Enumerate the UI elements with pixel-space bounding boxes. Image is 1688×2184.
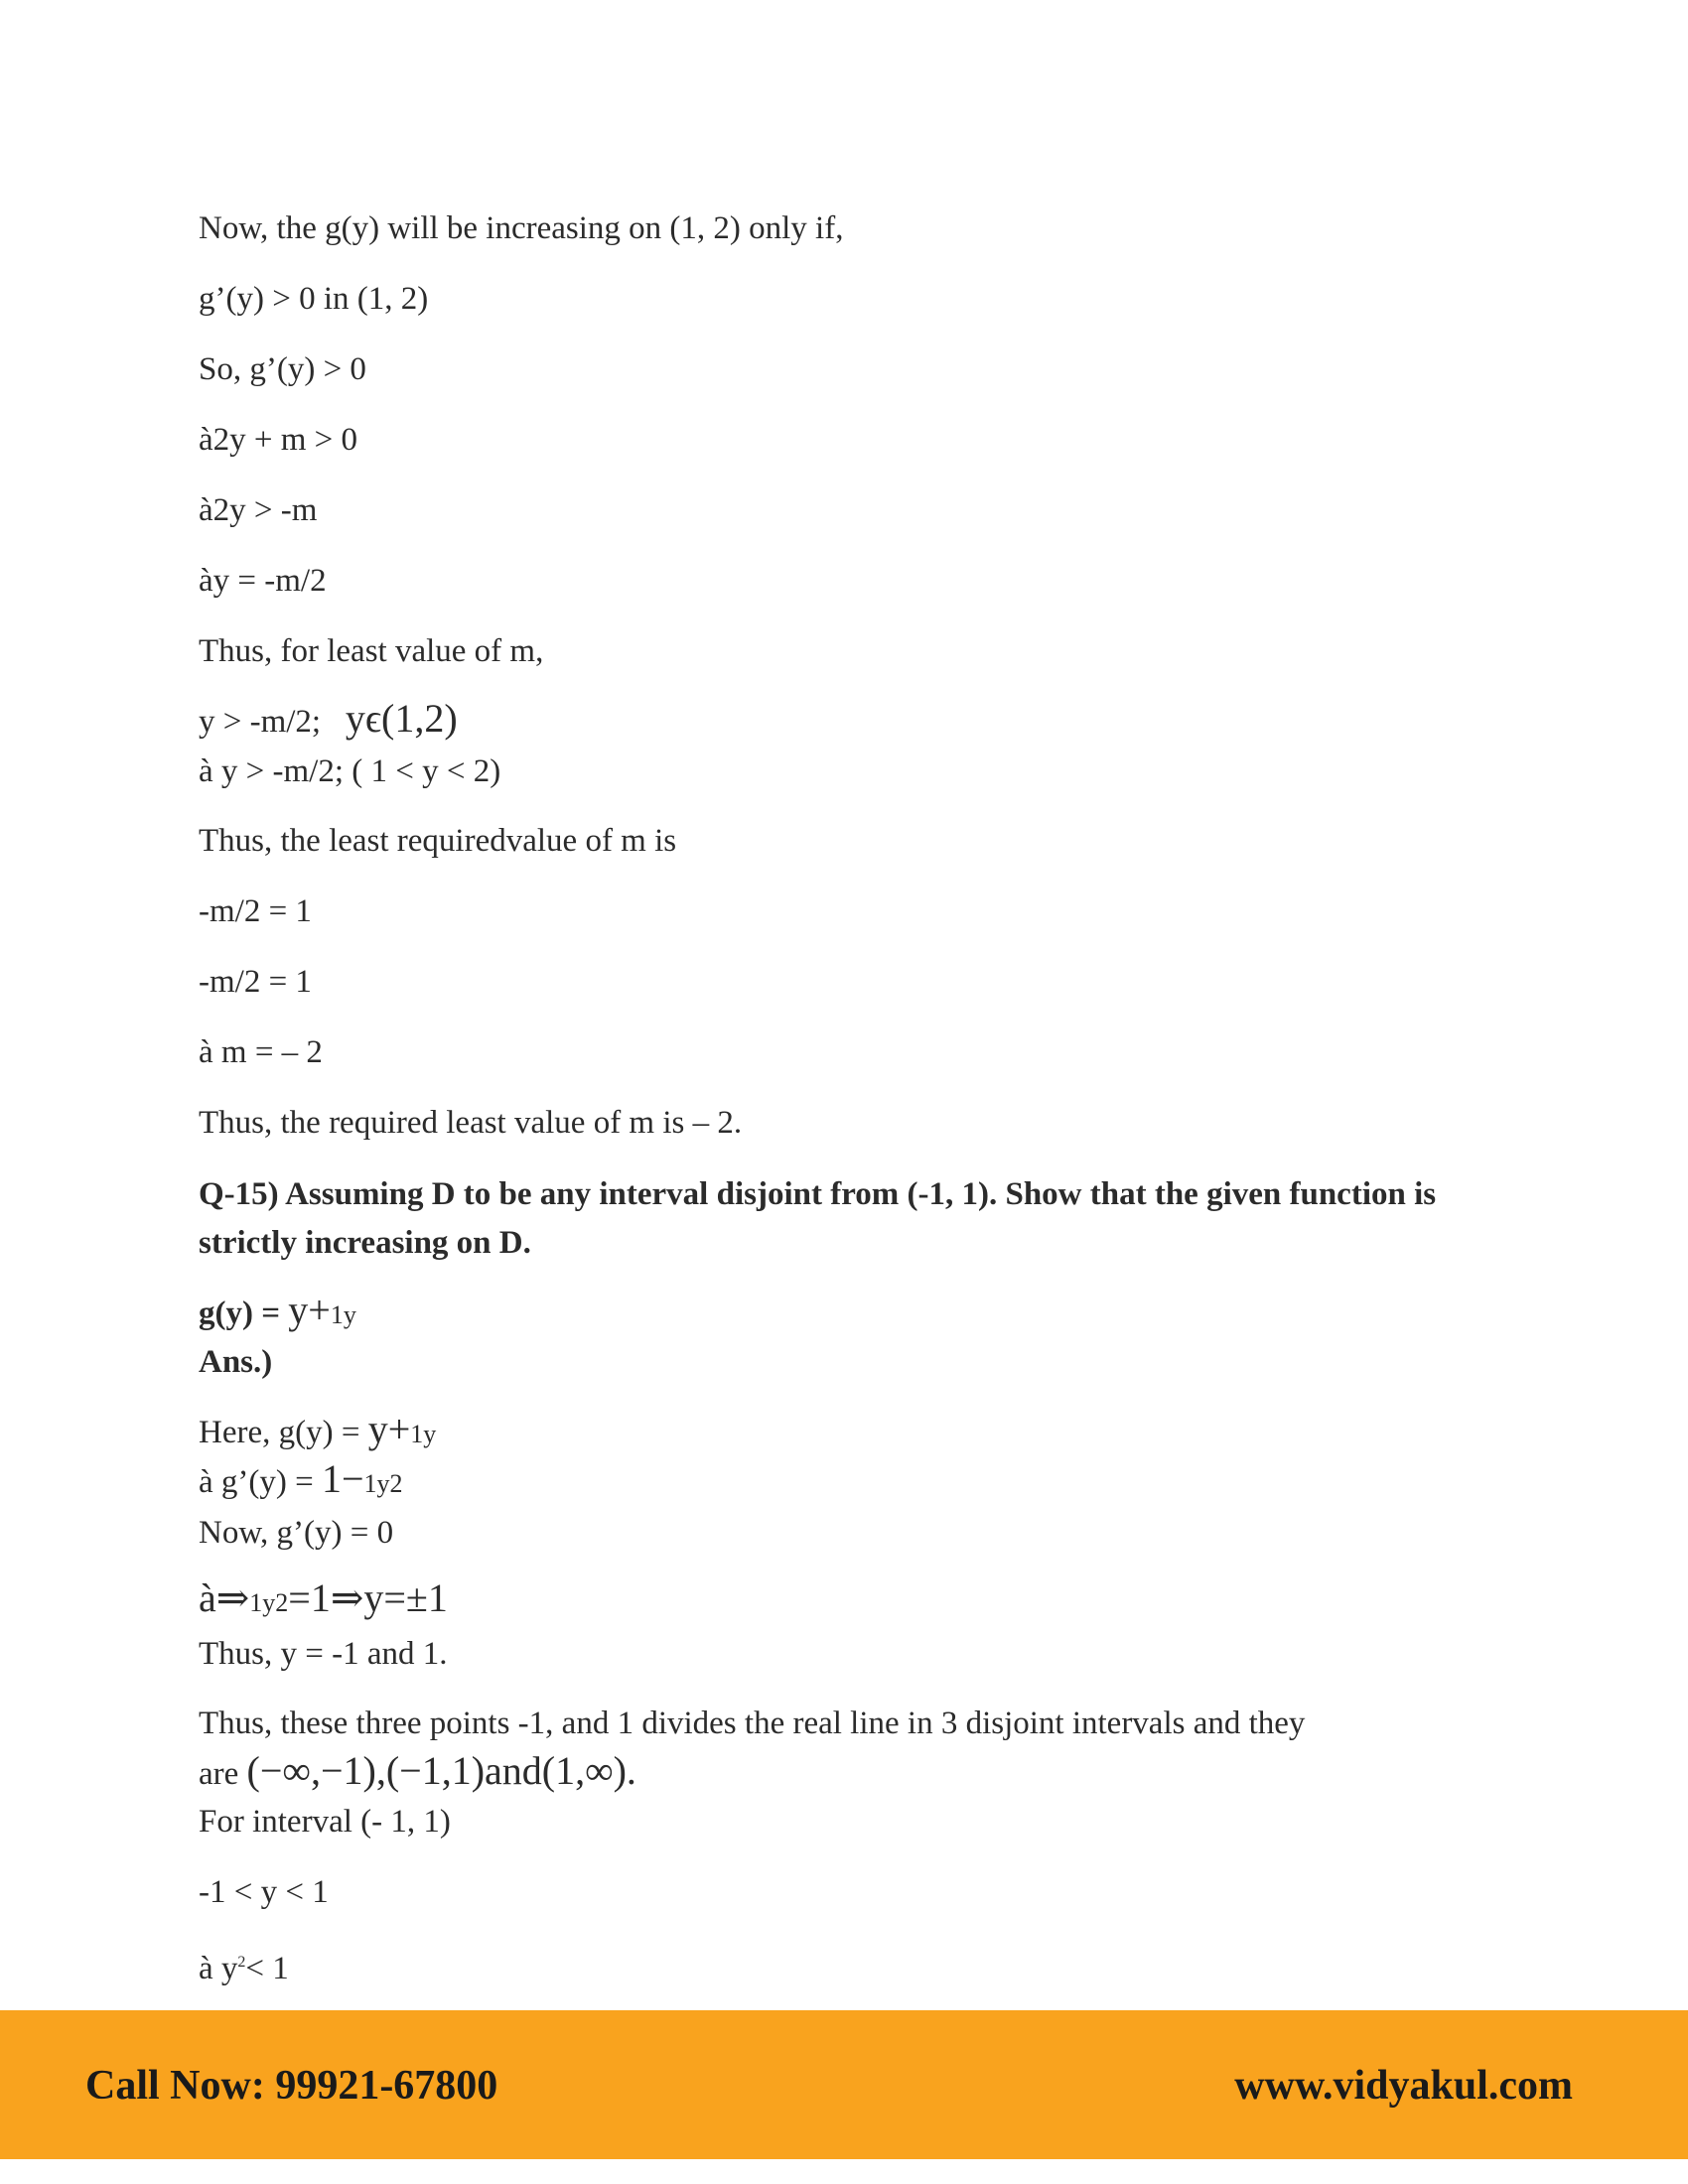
math-expression: y+ bbox=[367, 1407, 411, 1451]
function-label: g(y) = bbox=[199, 1296, 281, 1331]
text-line: Thus, the least requiredvalue of m is bbox=[199, 823, 677, 859]
text-line: -m/2 = 1 bbox=[199, 893, 312, 929]
text-line: -1 < y < 1 bbox=[199, 1874, 329, 1910]
text-line: -m/2 = 1 bbox=[199, 964, 312, 1000]
math-expression: 1− bbox=[321, 1456, 364, 1501]
text-line: For interval (- 1, 1) bbox=[199, 1804, 451, 1840]
math-expression: (−∞,−1),(−1,1)and(1,∞). bbox=[246, 1748, 636, 1793]
text-line: So, g’(y) > 0 bbox=[199, 351, 366, 387]
call-now-text: Call Now: 99921-67800 bbox=[85, 2063, 498, 2109]
math-fraction: 1y bbox=[330, 1300, 356, 1329]
text-line: à2y > -m bbox=[199, 492, 318, 528]
text-line bbox=[199, 1943, 289, 1988]
question-heading: Q-15) Assuming D to be any interval disjoint from (-1, 1). Show that the given function is bbox=[199, 1176, 1437, 1212]
text-line: Thus, for least value of m, bbox=[199, 633, 544, 669]
text-line bbox=[199, 1748, 636, 1794]
math-fraction: 1y2 bbox=[363, 1469, 403, 1498]
text-line: Thus, the required least value of m is – 2. bbox=[199, 1105, 743, 1141]
math-expression: y+ bbox=[288, 1288, 331, 1332]
text-line bbox=[199, 1575, 448, 1623]
question-heading-cont: strictly increasing on D. bbox=[199, 1225, 531, 1261]
math-fraction: 1y2 bbox=[249, 1588, 289, 1617]
website-link[interactable]: www.vidyakul.com bbox=[1234, 2063, 1573, 2109]
answer-text: are bbox=[199, 1756, 239, 1792]
text-line bbox=[199, 696, 458, 742]
superscript: 2 bbox=[237, 1954, 246, 1971]
answer-text: Here, g(y) = bbox=[199, 1415, 360, 1450]
text-line: Now, g’(y) = 0 bbox=[199, 1515, 394, 1551]
text-line: Thus, these three points -1, and 1 divides the real line in 3 disjoint intervals and they bbox=[199, 1706, 1306, 1741]
math-expression: yϵ(1,2) bbox=[345, 696, 458, 741]
answer-label: Ans.) bbox=[199, 1344, 273, 1380]
answer-text: à y bbox=[199, 1951, 238, 1986]
answer-text: < 1 bbox=[245, 1951, 289, 1986]
answer-text: à g’(y) = bbox=[199, 1464, 314, 1500]
text-line: à m = – 2 bbox=[199, 1034, 323, 1070]
text-line: ày = -m/2 bbox=[199, 563, 327, 599]
text-line: g’(y) > 0 in (1, 2) bbox=[199, 281, 429, 317]
text-line: Thus, y = -1 and 1. bbox=[199, 1636, 448, 1672]
math-prefix: à⇒ bbox=[199, 1575, 250, 1620]
function-definition bbox=[199, 1288, 356, 1335]
text-line: à2y + m > 0 bbox=[199, 422, 358, 458]
text-line bbox=[199, 1456, 403, 1504]
text-line: à y > -m/2; ( 1 < y < 2) bbox=[199, 753, 501, 789]
inequality-text: y > -m/2; bbox=[199, 704, 322, 740]
math-fraction: 1y bbox=[410, 1420, 437, 1448]
text-line: Now, the g(y) will be increasing on (1, 2) only if, bbox=[199, 210, 844, 246]
text-line bbox=[199, 1407, 437, 1454]
math-expression: =1⇒y=±1 bbox=[288, 1575, 448, 1620]
footer-banner bbox=[0, 2010, 1688, 2159]
